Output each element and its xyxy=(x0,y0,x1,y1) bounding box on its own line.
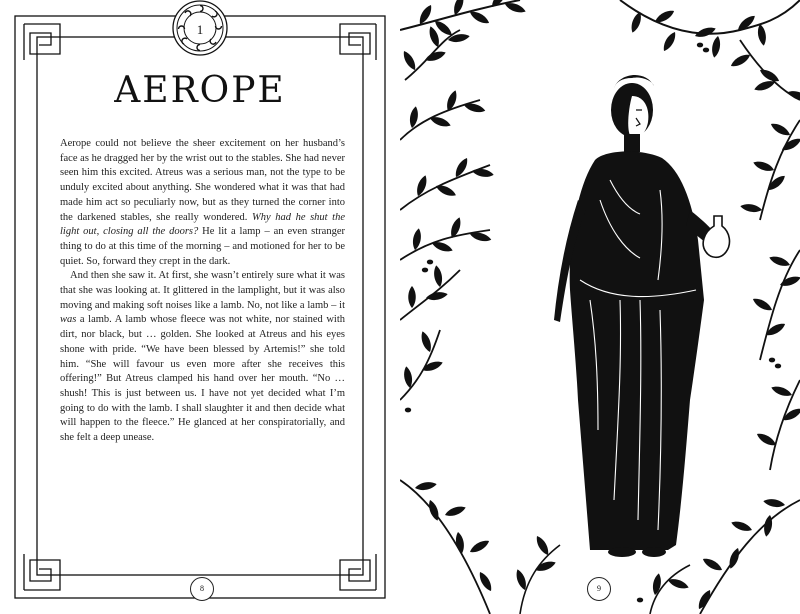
greek-key-corner-tr xyxy=(340,24,376,60)
goddess-figure xyxy=(554,75,729,557)
goddess-illustration xyxy=(400,0,800,614)
body-paragraph xyxy=(60,137,345,269)
page-number-left: 8 xyxy=(190,577,214,601)
text-run: Aerope could not believe the sheer excitement on her husband’s face as he dragged her by the wrist out to the stables. She had never seen him this excited. Atreus was a serious man, not the type to be unduly excited about anything. She wondered what it was that had made him act so peculiarly now, but as they turned the corner into the darkened stables, she really wondered. xyxy=(60,138,345,223)
italic-text: was xyxy=(60,314,77,326)
text-run: And then she saw it. At first, she wasn’t entirely sure what it was that she was looking at. It glittered in the lamplight, but it was also moving and making soft noises like a lamb. No, not like a lamb – it xyxy=(60,270,345,311)
olive-branch-top-left xyxy=(400,0,527,210)
text-run: He lit a lamp – an even stranger thing to do at this time of the morning – and motioned for her to be quiet. So, forward they crept in the dark. xyxy=(60,226,345,267)
chapter-number: 1 xyxy=(196,22,204,37)
italic-text: Why had he shut the light out, closing all the doors? xyxy=(60,211,345,238)
greek-key-corner-br xyxy=(340,554,376,590)
olive-branch-right xyxy=(751,250,800,470)
olive-branch-left xyxy=(400,216,492,412)
olive-branch-bottom-left xyxy=(400,480,560,614)
page-number-right: 9 xyxy=(587,577,611,601)
text-run: a lamb. A lamb whose fleece was not white, nor stained with dirt, nor black, but … golden. She looked at Atreus and his eyes shone with pride. “We have been blessed by Artemis!” she told him. “She will favour us even more after she receives this offering!” But Atreus clamped his hand over her mouth. “No … shush! This is just between us. I have not yet decided what I’m going to do with the lamb. I shall slaughter it and then decide what will happen to the fleece.” He glanced at her conspiratorially, and she felt a deep unease. xyxy=(60,314,345,444)
greek-key-corner-tl xyxy=(24,24,60,60)
body-paragraph xyxy=(60,269,345,445)
greek-key-corner-bl xyxy=(24,554,60,590)
right-page xyxy=(400,0,800,614)
body-text xyxy=(60,137,345,446)
page-title: AEROPE xyxy=(114,70,286,111)
